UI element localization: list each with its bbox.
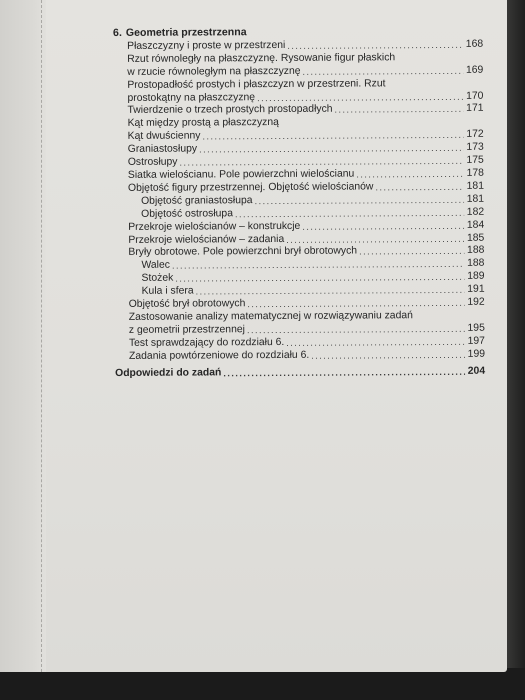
toc-entry-label: Objętość ostrosłupa	[141, 207, 234, 220]
answers-entry	[115, 365, 485, 380]
dot-leader	[335, 103, 464, 117]
toc-entry-label: Zastosowanie analizy matematycznej w rozwiązywaniu zadań	[128, 310, 413, 323]
dot-leader	[257, 90, 463, 104]
toc-entry-label: Ostrosłupy	[127, 156, 178, 168]
toc-entry-label: prostokątny na płaszczyznę	[127, 91, 256, 104]
toc-entry-label: Kąt między prostą a płaszczyzną	[127, 117, 279, 130]
toc-entry-label: Objętość figury przestrzennej. Objętość wielościanów	[127, 181, 374, 194]
toc-entry-page: 175	[466, 154, 484, 166]
toc-entry-page: 173	[466, 141, 484, 153]
toc-entry-label: Graniastosłupy	[127, 143, 198, 156]
toc-entry-page: 172	[466, 128, 484, 141]
toc-entry-label: Objętość brył obrotowych	[128, 298, 246, 310]
toc-entry-label: z geometrii przestrzennej	[128, 324, 245, 336]
toc-entry	[113, 103, 483, 118]
toc-entry-label: Rzut równoległy na płaszczyznę. Rysowanie figur płaskich	[127, 52, 396, 65]
dot-leader	[359, 245, 464, 259]
toc-entry-page: 170	[466, 90, 484, 102]
dot-leader	[247, 297, 464, 311]
dot-leader	[302, 219, 464, 233]
dot-leader	[375, 181, 464, 194]
toc-entry-label: w rzucie równoległym na płaszczyznę	[127, 65, 301, 78]
answers-label: Odpowiedzi do zadań	[115, 366, 222, 379]
toc-entry-label: Przekroje wielościanów – konstrukcje	[128, 220, 301, 233]
toc-entry-page: 188	[467, 258, 485, 270]
toc-entry-label: Stożek	[141, 272, 174, 285]
toc-entry-label: Prostopadłość prostych i płaszczyzn w przestrzeni. Rzut	[127, 77, 386, 91]
section-number: 6.	[113, 26, 122, 39]
toc-entry-label: Bryły obrotowe. Pole powierzchni brył obrotowych	[128, 245, 358, 259]
toc-entry-label: Siatka wielościanu. Pole powierzchni wielościanu	[127, 168, 355, 181]
toc-entry-label: Twierdzenie o trzech prostych prostopadłych	[127, 104, 333, 117]
dot-leader	[302, 65, 463, 79]
binding-perforation	[41, 0, 42, 672]
toc-entry-label: Zadania powtórzeniowe do rozdziału 6.	[128, 349, 310, 362]
toc-entry	[115, 297, 485, 312]
toc-entry-page: 171	[466, 103, 484, 115]
table-surface	[505, 0, 525, 700]
toc-entry-page: 188	[466, 245, 485, 257]
toc-entry	[113, 64, 483, 79]
dot-leader	[311, 349, 465, 363]
dot-leader	[247, 323, 465, 337]
toc-entry-label: Płaszczyzny i proste w przestrzeni	[127, 39, 286, 52]
toc-entry-page: 169	[465, 64, 484, 76]
toc-entry-page: 182	[466, 206, 485, 218]
table-of-contents	[113, 25, 485, 381]
dot-leader	[286, 232, 464, 246]
dot-leader	[223, 365, 465, 379]
toc-entry-label: Przekroje wielościanów – zadania	[128, 233, 285, 246]
toc-entry-label: Kula i sfera	[141, 285, 194, 297]
dot-leader	[255, 194, 465, 208]
section-heading	[113, 25, 483, 40]
toc-entry-page: 181	[466, 180, 485, 192]
toc-entry-page: 168	[465, 38, 484, 50]
toc-entry-label: Kąt dwuścienny	[127, 130, 201, 143]
toc-entry-page: 197	[467, 335, 485, 347]
section-title: Geometria przestrzenna	[125, 26, 247, 39]
answers-page: 204	[467, 365, 486, 377]
table-surface-bottom	[0, 668, 525, 700]
toc-entry-page: 195	[467, 322, 485, 334]
toc-entry-page: 185	[466, 232, 485, 244]
toc-entry	[113, 39, 483, 54]
dot-leader	[356, 168, 464, 182]
toc-entry	[115, 348, 485, 363]
toc-entry-page: 181	[466, 193, 485, 205]
dot-leader	[287, 39, 463, 53]
page-gutter	[0, 0, 46, 672]
toc-entry-page: 192	[467, 296, 485, 308]
toc-entry-label: Test sprawdzający do rozdziału 6.	[128, 336, 285, 349]
toc-entry-page: 184	[466, 219, 485, 231]
toc-entry-label: Walec	[141, 259, 170, 272]
toc-entry-page: 199	[467, 348, 486, 360]
dot-leader	[286, 336, 465, 350]
toc-entry-page: 178	[466, 167, 484, 179]
toc-entry-label: Objętość graniastosłupa	[141, 194, 253, 207]
toc-entry-page: 191	[467, 283, 485, 295]
toc-entry-page: 189	[467, 270, 485, 283]
